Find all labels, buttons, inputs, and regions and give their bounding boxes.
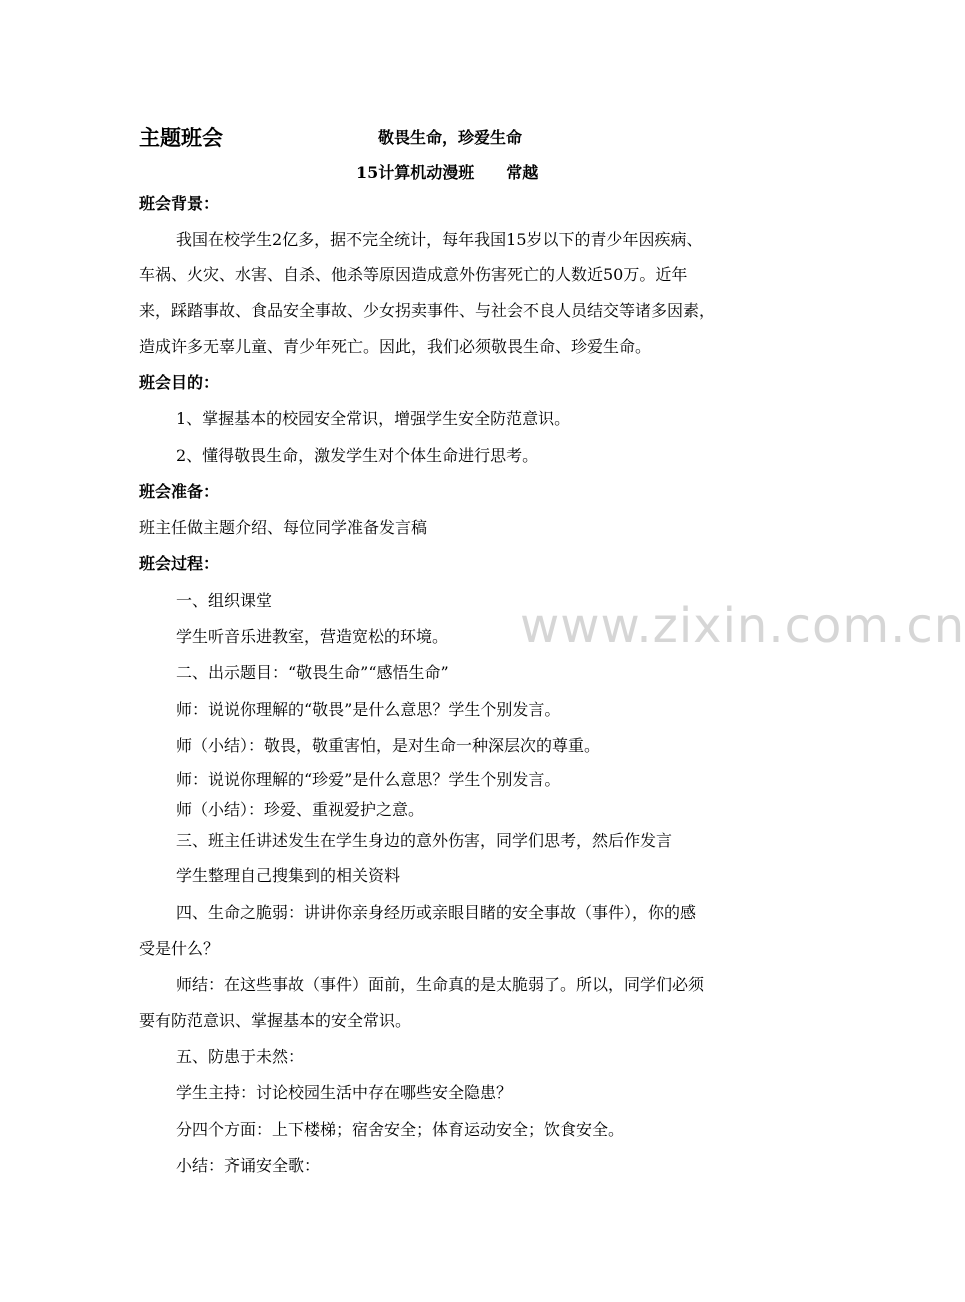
process-line: 受是什么？ xyxy=(139,939,220,958)
process-line: 师：说说你理解的“珍爱”是什么意思？学生个别发言。 xyxy=(176,770,561,789)
theme-label: 主题班会 xyxy=(139,125,223,150)
process-line: 师（小结）：敬畏，敬重害怕，是对生命一种深层次的尊重。 xyxy=(176,736,601,755)
process-line: 一、组织课堂 xyxy=(176,591,273,610)
page-title: 敬畏生命，珍爱生命 xyxy=(378,128,523,147)
section-heading-background: 班会背景： xyxy=(139,194,220,213)
purpose-item: 2、懂得敬畏生命，激发学生对个体生命进行思考。 xyxy=(176,446,539,465)
process-line: 分四个方面：上下楼梯；宿舍安全；体育运动安全；饮食安全。 xyxy=(176,1120,625,1139)
background-line: 来，踩踏事故、食品安全事故、少女拐卖事件、与社会不良人员结交等诸多因素， xyxy=(139,301,716,320)
byline: 15计算机动漫班 常越 xyxy=(356,163,539,182)
section-heading-purpose: 班会目的： xyxy=(139,373,220,392)
process-line: 师结：在这些事故（事件）面前，生命真的是太脆弱了。所以，同学们必须 xyxy=(176,975,705,994)
process-line: 师（小结）：珍爱、重视爱护之意。 xyxy=(176,800,425,819)
process-line: 学生整理自己搜集到的相关资料 xyxy=(176,866,401,885)
preparation-text: 班主任做主题介绍、每位同学准备发言稿 xyxy=(139,518,428,537)
background-line: 我国在校学生2亿多，据不完全统计，每年我国15岁以下的青少年因疾病、 xyxy=(176,230,703,249)
process-line: 小结：齐诵安全歌： xyxy=(176,1156,321,1175)
process-line: 五、防患于未然： xyxy=(176,1047,305,1066)
process-line: 三、班主任讲述发生在学生身边的意外伤害，同学们思考，然后作发言 xyxy=(176,831,673,850)
process-line: 四、生命之脆弱：讲讲你亲身经历或亲眼目睹的安全事故（事件），你的感 xyxy=(176,903,697,922)
process-line: 二、出示题目：“敬畏生命”“感悟生命” xyxy=(176,663,449,682)
process-line: 师：说说你理解的“敬畏”是什么意思？学生个别发言。 xyxy=(176,700,561,719)
watermark: www.zixin.com.cn xyxy=(520,598,965,654)
process-line: 学生主持：讨论校园生活中存在哪些安全隐患？ xyxy=(176,1083,513,1102)
background-line: 车祸、火灾、水害、自杀、他杀等原因造成意外伤害死亡的人数近50万。近年 xyxy=(139,265,688,284)
process-line: 要有防范意识、掌握基本的安全常识。 xyxy=(139,1011,412,1030)
section-heading-preparation: 班会准备： xyxy=(139,482,220,501)
process-line: 学生听音乐进教室，营造宽松的环境。 xyxy=(176,627,449,646)
section-heading-process: 班会过程： xyxy=(139,554,220,573)
background-line: 造成许多无辜儿童、青少年死亡。因此，我们必须敬畏生命、珍爱生命。 xyxy=(139,337,652,356)
purpose-item: 1、掌握基本的校园安全常识，增强学生安全防范意识。 xyxy=(176,409,571,428)
